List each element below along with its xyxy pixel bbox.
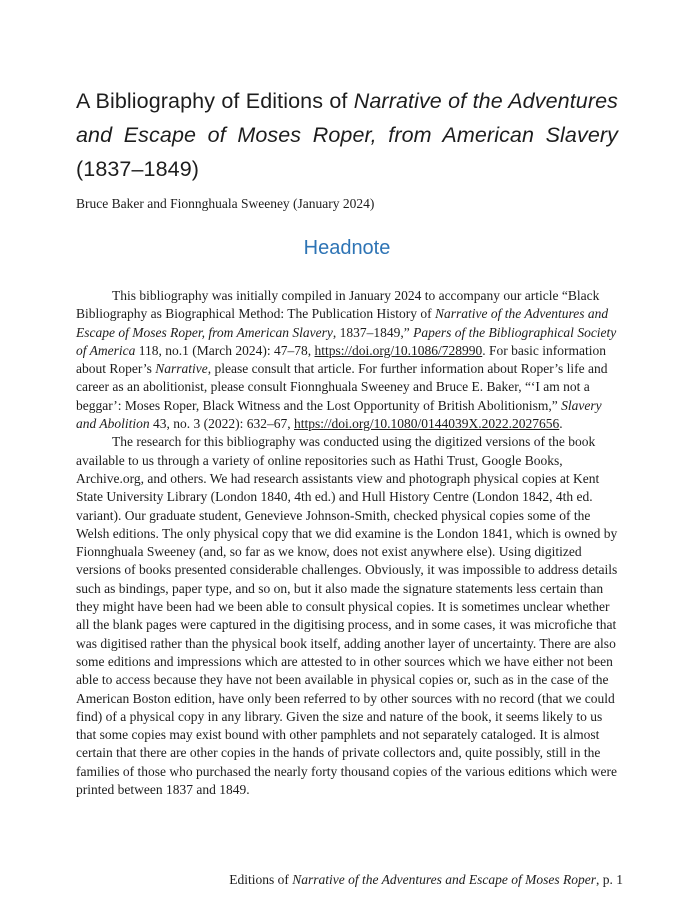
title-line-1	[76, 84, 618, 118]
text-run: 118, no.1 (March 2024): 47–78,	[135, 342, 315, 358]
italic-text-run: Narrative	[155, 361, 208, 377]
text-run: Editions of	[229, 872, 293, 887]
italic-text-run: Narrative of the Adventures and Escape of Moses Roper, from American Slavery	[76, 306, 609, 340]
title-line-3	[76, 152, 618, 186]
document-content	[76, 84, 618, 799]
text-run: , please consult that article. For further information about Roper’s life and career as an abolitionist, please consult Fionnghuala Sweeney and Bruce E. Baker, “‘I am not a beggar’: Moses Roper, Black Witness and the Lost Opportunity of British Abolitionism,”	[76, 361, 608, 413]
italic-text-run: Slavery and Abolition	[76, 397, 602, 432]
text-run: This bibliography was initially compiled in January 2024 to accompany our article “Black Bibliography as Biographical Method: The Publication History of	[76, 288, 600, 322]
page-footer	[76, 871, 623, 889]
text-run: . For basic information about Roper’s	[76, 342, 606, 377]
text-run: .	[559, 416, 563, 432]
paragraph-1	[76, 287, 618, 433]
italic-text-run: Papers of the Bibliographical Society of America	[76, 324, 617, 358]
headnote-heading: Headnote	[303, 237, 391, 259]
text-run: (1837–1849)	[76, 157, 200, 181]
byline: Bruce Baker and Fionnghuala Sweeney (January 2024)	[76, 196, 375, 211]
doi-link[interactable]: https://doi.org/10.1080/0144039X.2022.2027656	[294, 416, 560, 432]
text-run: 43, no. 3 (2022): 632–67,	[149, 416, 295, 432]
italic-text-run: Narrative of the Adventures	[353, 89, 618, 113]
text-run: The research for this bibliography was conducted using the digitized versions of the book available to us through a variety of online repositories such as Hathi Trust, Google Books, Archive.org, and others. We had research assistants view and photograph physical copies at Kent State University Library (London 1840, 4th ed.) and Hull History Centre (London 1842, 4th ed. variant). Our graduate student, Genevieve Johnson-Smith, checked physical copies some of the Welsh editions. The only physical copy that we did examine is the London 1841, which is owned by Fionnghuala Sweeney (and, so far as we know, does not exist anywhere else). Using digitized versions of books presented considerable challenges. Obviously, it was impossible to address details such as bindings, paper type, and so on, but it also made the signature statements less certain than they might have been had we been able to consult physical copies. It is sometimes unclear whether all the blank pages were captured in the digitising process, and in some cases, it was microfiche that was digitised rather than the physical book itself, adding another layer of uncertainty. There are also some editions and impressions which are attested to in other sources which we have either not been able to access because they have not been available in physical copies or, such as in the case of the American Boston edition, have only been referred to by other sources with no record (that we could find) of a physical copy in any library. Given the size and nature of the book, it seems likely to us that some copies may exist bound with other pamphlets and not separately cataloged. It is almost certain that there are other copies in the hands of private collectors and, quite possibly, still in the families of those who purchased the nearly forty thousand copies of the various editions which were printed between 1837 and 1849.	[76, 434, 618, 798]
document-title	[76, 84, 618, 186]
title-line-2	[76, 118, 618, 152]
italic-text-run: Narrative of the Adventures and Escape of Moses Roper	[292, 872, 596, 887]
text-run: , p. 1	[596, 872, 623, 887]
italic-text-run: and Escape of Moses Roper, from American Slavery	[76, 123, 618, 147]
doi-link[interactable]: https://doi.org/10.1086/728990	[314, 342, 483, 358]
text-run: , 1837–1849,”	[332, 324, 414, 340]
body-text	[76, 287, 618, 799]
paragraph-2	[76, 433, 618, 799]
text-run: A Bibliography of Editions of	[76, 89, 354, 113]
